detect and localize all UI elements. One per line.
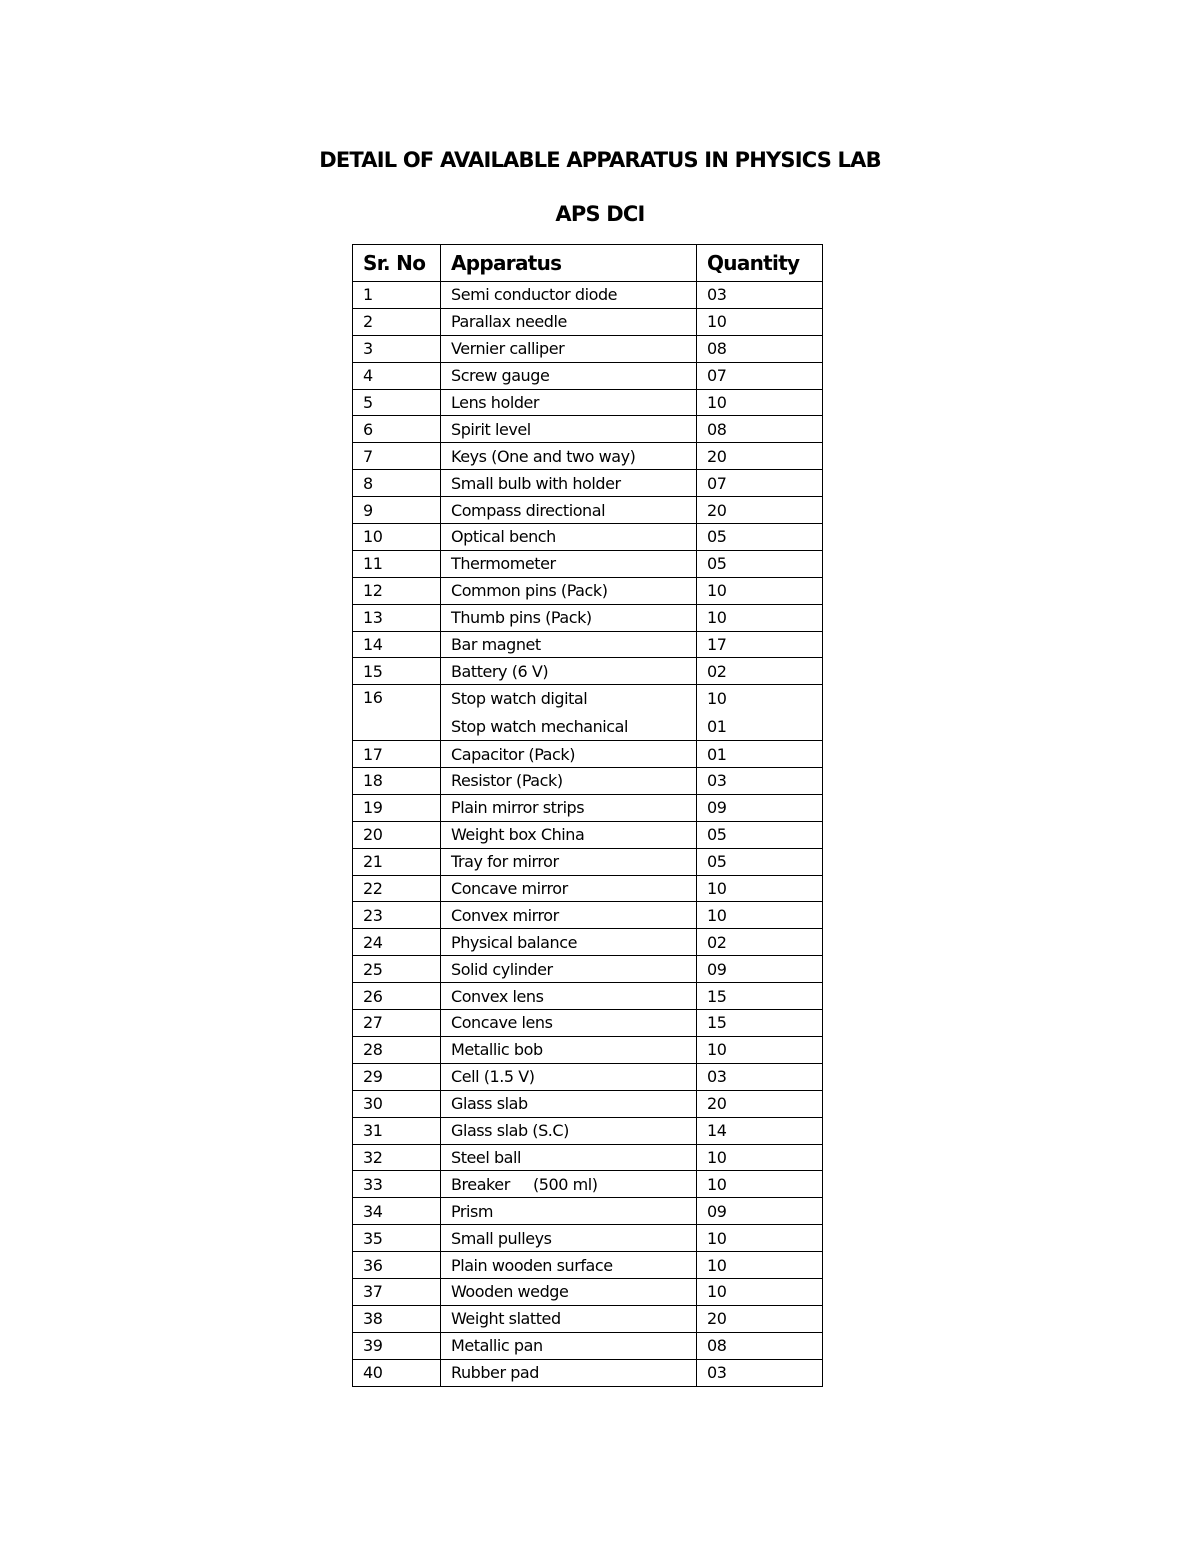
cell-apparatus: Physical balance bbox=[441, 929, 697, 956]
cell-quantity: 20 bbox=[697, 1090, 823, 1117]
cell-apparatus: Capacitor (Pack) bbox=[441, 741, 697, 768]
cell-sr-no: 11 bbox=[353, 550, 441, 577]
table-row bbox=[353, 443, 823, 470]
cell-apparatus: Concave mirror bbox=[441, 875, 697, 902]
table-row bbox=[353, 631, 823, 658]
document-subtitle: APS DCI bbox=[555, 202, 645, 226]
cell-sr-no: 6 bbox=[353, 416, 441, 443]
cell-sr-no: 3 bbox=[353, 335, 441, 362]
cell-quantity: 10 bbox=[697, 1144, 823, 1171]
cell-quantity: 03 bbox=[697, 1063, 823, 1090]
cell-sr-no: 28 bbox=[353, 1036, 441, 1063]
cell-quantity: 05 bbox=[697, 550, 823, 577]
table-row bbox=[353, 1036, 823, 1063]
table-row bbox=[353, 741, 823, 768]
cell-apparatus: Small pulleys bbox=[441, 1225, 697, 1252]
cell-sr-no: 14 bbox=[353, 631, 441, 658]
quantity-line: 10 bbox=[707, 689, 727, 709]
cell-quantity: 10 bbox=[697, 1252, 823, 1279]
cell-quantity: 03 bbox=[697, 282, 823, 309]
cell-sr-no: 1 bbox=[353, 282, 441, 309]
table-row bbox=[353, 362, 823, 389]
table-row bbox=[353, 685, 823, 741]
cell-sr-no: 34 bbox=[353, 1198, 441, 1225]
cell-apparatus: Thermometer bbox=[441, 550, 697, 577]
table-row bbox=[353, 470, 823, 497]
cell-sr-no: 22 bbox=[353, 875, 441, 902]
cell-sr-no: 26 bbox=[353, 983, 441, 1010]
cell-apparatus: Bar magnet bbox=[441, 631, 697, 658]
table-row bbox=[353, 1063, 823, 1090]
cell-quantity: 20 bbox=[697, 1305, 823, 1332]
table-row bbox=[353, 1144, 823, 1171]
cell-sr-no: 7 bbox=[353, 443, 441, 470]
cell-quantity: 10 bbox=[697, 577, 823, 604]
header-quantity: Quantity bbox=[697, 245, 823, 282]
cell-sr-no: 19 bbox=[353, 794, 441, 821]
cell-quantity: 10 bbox=[697, 1036, 823, 1063]
table-row bbox=[353, 821, 823, 848]
cell-sr-no: 37 bbox=[353, 1278, 441, 1305]
cell-sr-no: 38 bbox=[353, 1305, 441, 1332]
cell-sr-no: 24 bbox=[353, 929, 441, 956]
table-row bbox=[353, 577, 823, 604]
cell-quantity: 01 bbox=[697, 741, 823, 768]
cell-apparatus: Prism bbox=[441, 1198, 697, 1225]
cell-quantity: 10 bbox=[697, 308, 823, 335]
table-row bbox=[353, 308, 823, 335]
cell-quantity: 14 bbox=[697, 1117, 823, 1144]
table-row bbox=[353, 1332, 823, 1359]
cell-apparatus: Plain wooden surface bbox=[441, 1252, 697, 1279]
cell-apparatus: Steel ball bbox=[441, 1144, 697, 1171]
cell-sr-no: 36 bbox=[353, 1252, 441, 1279]
cell-apparatus: Solid cylinder bbox=[441, 956, 697, 983]
cell-apparatus: Compass directional bbox=[441, 497, 697, 524]
apparatus-line: Stop watch mechanical bbox=[451, 716, 629, 736]
cell-sr-no: 8 bbox=[353, 470, 441, 497]
cell-apparatus: Plain mirror strips bbox=[441, 794, 697, 821]
cell-sr-no: 33 bbox=[353, 1171, 441, 1198]
cell-quantity: 10 bbox=[697, 1278, 823, 1305]
cell-sr-no: 20 bbox=[353, 821, 441, 848]
table-row bbox=[353, 1252, 823, 1279]
quantity-line: 01 bbox=[707, 716, 727, 736]
cell-quantity: 08 bbox=[697, 1332, 823, 1359]
cell-apparatus: Rubber pad bbox=[441, 1359, 697, 1386]
cell-sr-no: 18 bbox=[353, 768, 441, 795]
cell-quantity: 10 bbox=[697, 604, 823, 631]
cell-sr-no: 23 bbox=[353, 902, 441, 929]
cell-quantity: 08 bbox=[697, 335, 823, 362]
table-row bbox=[353, 794, 823, 821]
table-row bbox=[353, 416, 823, 443]
table-row bbox=[353, 1117, 823, 1144]
table-row bbox=[353, 282, 823, 309]
cell-apparatus: Weight box China bbox=[441, 821, 697, 848]
table-row bbox=[353, 1090, 823, 1117]
table-row bbox=[353, 848, 823, 875]
table-row bbox=[353, 768, 823, 795]
cell-quantity: 10 bbox=[697, 389, 823, 416]
table-row bbox=[353, 1171, 823, 1198]
cell-sr-no: 13 bbox=[353, 604, 441, 631]
cell-quantity: 15 bbox=[697, 983, 823, 1010]
cell-apparatus: Semi conductor diode bbox=[441, 282, 697, 309]
cell-apparatus: Optical bench bbox=[441, 524, 697, 551]
cell-apparatus bbox=[441, 685, 697, 741]
cell-sr-no: 25 bbox=[353, 956, 441, 983]
cell-quantity: 09 bbox=[697, 956, 823, 983]
cell-quantity: 15 bbox=[697, 1010, 823, 1037]
table-row bbox=[353, 1225, 823, 1252]
table-row bbox=[353, 497, 823, 524]
cell-sr-no: 10 bbox=[353, 524, 441, 551]
table-row bbox=[353, 956, 823, 983]
table-row bbox=[353, 658, 823, 685]
cell-sr-no: 40 bbox=[353, 1359, 441, 1386]
table-row bbox=[353, 1010, 823, 1037]
table-row bbox=[353, 1305, 823, 1332]
cell-apparatus: Metallic bob bbox=[441, 1036, 697, 1063]
table-row bbox=[353, 875, 823, 902]
cell-sr-no: 27 bbox=[353, 1010, 441, 1037]
cell-apparatus: Tray for mirror bbox=[441, 848, 697, 875]
cell-quantity: 02 bbox=[697, 929, 823, 956]
cell-apparatus: Keys (One and two way) bbox=[441, 443, 697, 470]
cell-quantity: 05 bbox=[697, 821, 823, 848]
table-row bbox=[353, 604, 823, 631]
cell-quantity: 17 bbox=[697, 631, 823, 658]
cell-quantity: 10 bbox=[697, 902, 823, 929]
cell-quantity: 09 bbox=[697, 794, 823, 821]
cell-quantity bbox=[697, 685, 823, 741]
cell-sr-no: 16 bbox=[353, 685, 441, 741]
table-row bbox=[353, 929, 823, 956]
table-row bbox=[353, 983, 823, 1010]
header-apparatus: Apparatus bbox=[441, 245, 697, 282]
cell-apparatus: Glass slab bbox=[441, 1090, 697, 1117]
table-header-row bbox=[353, 245, 823, 282]
cell-quantity: 10 bbox=[697, 1225, 823, 1252]
cell-sr-no: 4 bbox=[353, 362, 441, 389]
cell-quantity: 20 bbox=[697, 443, 823, 470]
table-row bbox=[353, 550, 823, 577]
cell-quantity: 05 bbox=[697, 848, 823, 875]
cell-apparatus: Convex mirror bbox=[441, 902, 697, 929]
cell-sr-no: 9 bbox=[353, 497, 441, 524]
cell-apparatus: Common pins (Pack) bbox=[441, 577, 697, 604]
apparatus-line: Stop watch digital bbox=[451, 689, 588, 709]
cell-quantity: 05 bbox=[697, 524, 823, 551]
cell-quantity: 08 bbox=[697, 416, 823, 443]
table-row bbox=[353, 389, 823, 416]
cell-sr-no: 31 bbox=[353, 1117, 441, 1144]
table-row bbox=[353, 335, 823, 362]
cell-quantity: 03 bbox=[697, 768, 823, 795]
cell-sr-no: 5 bbox=[353, 389, 441, 416]
cell-quantity: 10 bbox=[697, 875, 823, 902]
table-row bbox=[353, 524, 823, 551]
cell-apparatus: Battery (6 V) bbox=[441, 658, 697, 685]
cell-quantity: 07 bbox=[697, 470, 823, 497]
cell-quantity: 03 bbox=[697, 1359, 823, 1386]
document-title: DETAIL OF AVAILABLE APPARATUS IN PHYSICS LAB bbox=[319, 148, 881, 172]
cell-quantity: 02 bbox=[697, 658, 823, 685]
cell-apparatus: Wooden wedge bbox=[441, 1278, 697, 1305]
cell-quantity: 20 bbox=[697, 497, 823, 524]
cell-sr-no: 30 bbox=[353, 1090, 441, 1117]
table-row bbox=[353, 902, 823, 929]
cell-apparatus: Breaker (500 ml) bbox=[441, 1171, 697, 1198]
header-sr-no: Sr. No bbox=[353, 245, 441, 282]
cell-quantity: 10 bbox=[697, 1171, 823, 1198]
table-body bbox=[353, 282, 823, 1387]
cell-apparatus: Concave lens bbox=[441, 1010, 697, 1037]
cell-sr-no: 29 bbox=[353, 1063, 441, 1090]
cell-apparatus: Glass slab (S.C) bbox=[441, 1117, 697, 1144]
cell-sr-no: 32 bbox=[353, 1144, 441, 1171]
cell-sr-no: 21 bbox=[353, 848, 441, 875]
cell-apparatus: Cell (1.5 V) bbox=[441, 1063, 697, 1090]
cell-apparatus: Lens holder bbox=[441, 389, 697, 416]
cell-sr-no: 15 bbox=[353, 658, 441, 685]
table-row bbox=[353, 1359, 823, 1386]
table-row bbox=[353, 1278, 823, 1305]
table-row bbox=[353, 1198, 823, 1225]
cell-apparatus: Vernier calliper bbox=[441, 335, 697, 362]
cell-apparatus: Small bulb with holder bbox=[441, 470, 697, 497]
cell-apparatus: Spirit level bbox=[441, 416, 697, 443]
cell-quantity: 07 bbox=[697, 362, 823, 389]
cell-apparatus: Parallax needle bbox=[441, 308, 697, 335]
cell-sr-no: 17 bbox=[353, 741, 441, 768]
cell-sr-no: 35 bbox=[353, 1225, 441, 1252]
cell-sr-no: 12 bbox=[353, 577, 441, 604]
apparatus-table bbox=[352, 244, 823, 1387]
cell-sr-no: 39 bbox=[353, 1332, 441, 1359]
cell-apparatus: Thumb pins (Pack) bbox=[441, 604, 697, 631]
cell-apparatus: Weight slatted bbox=[441, 1305, 697, 1332]
cell-apparatus: Convex lens bbox=[441, 983, 697, 1010]
cell-apparatus: Resistor (Pack) bbox=[441, 768, 697, 795]
cell-apparatus: Screw gauge bbox=[441, 362, 697, 389]
cell-sr-no: 2 bbox=[353, 308, 441, 335]
cell-quantity: 09 bbox=[697, 1198, 823, 1225]
cell-apparatus: Metallic pan bbox=[441, 1332, 697, 1359]
